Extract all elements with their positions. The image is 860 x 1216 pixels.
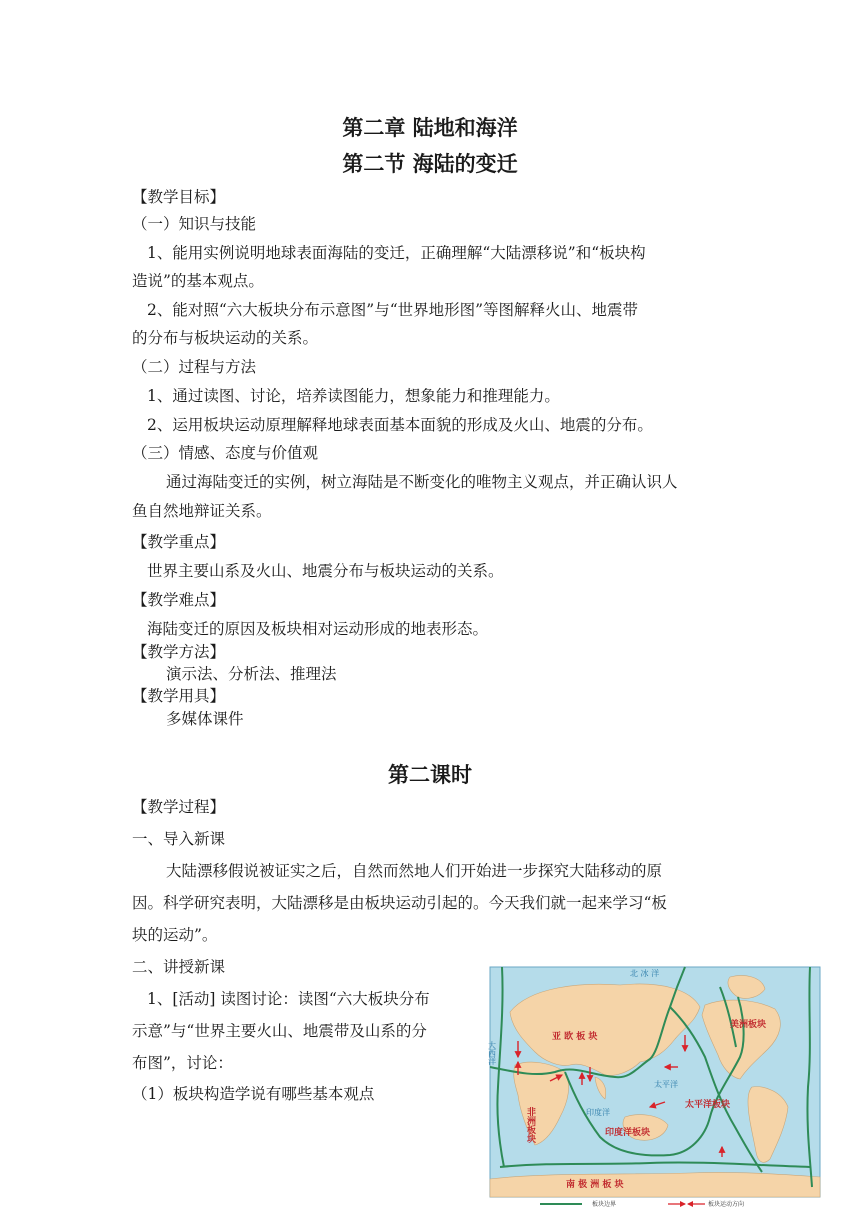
intro-line-2: 因。科学研究表明，大陆漂移是由板块运动引起的。今天我们就一起来学习“板 (132, 894, 667, 912)
key-points-text: 世界主要山系及火山、地震分布与板块运动的关系。 (147, 562, 504, 580)
label-eurasian-plate: 亚 欧 板 块 (552, 1032, 598, 1042)
objective-1-line-1: 1、能用实例说明地球表面海陆的变迁，正确理解“大陆漂移说”和“板块构 (147, 244, 646, 262)
objective-2-line-1: 2、能对照“六大板块分布示意图”与“世界地形图”等图解释火山、地震带 (147, 301, 639, 319)
methods-heading: 【教学方法】 (132, 643, 226, 661)
legend-motion-label: 板块运动方向 (708, 1201, 745, 1208)
label-pacific-ocean: 太平洋 (654, 1080, 678, 1089)
objectives-heading: 【教学目标】 (132, 188, 226, 206)
objective-4: 2、运用板块运动原理解释地球表面基本面貌的形成及火山、地震的分布。 (147, 416, 653, 434)
values-line-2: 鱼自然地辩证关系。 (132, 502, 272, 520)
section-title: 第二节 海陆的变迁 (342, 152, 518, 176)
label-antarctic-plate: 南 极 洲 板 块 (566, 1180, 624, 1190)
lesson-title: 第二课时 (388, 763, 472, 787)
label-atlantic-ocean: 大西洋 (487, 1041, 497, 1065)
label-pacific-plate: 太平洋板块 (685, 1100, 731, 1110)
plate-distribution-map (487, 967, 820, 1208)
activity-line-2: 示意”与“世界主要火山、地震带及山系的分 (132, 1022, 427, 1040)
process-heading: 【教学过程】 (132, 798, 226, 816)
map-legend (540, 1200, 744, 1208)
intro-line-3: 块的运动”。 (132, 926, 218, 944)
label-arctic-ocean: 北 冰 洋 (630, 969, 660, 978)
subheading-knowledge: （一）知识与技能 (132, 215, 257, 233)
label-indian-ocean: 印度洋 (586, 1108, 610, 1117)
label-indo-australian-plate: 印度洋板块 (605, 1128, 651, 1138)
label-african-plate: 非洲板块 (525, 1107, 535, 1143)
subheading-values: （三）情感、态度与价值观 (132, 444, 319, 462)
subheading-process: （二）过程与方法 (132, 358, 257, 376)
activity-line-1: 1、[活动] 读图讨论：读图“六大板块分布 (147, 990, 430, 1008)
objective-2-line-2: 的分布与板块运动的关系。 (132, 329, 319, 347)
label-american-plate: 美洲板块 (730, 1020, 767, 1030)
tools-heading: 【教学用具】 (132, 687, 226, 705)
difficulties-heading: 【教学难点】 (132, 591, 226, 609)
chapter-title: 第二章 陆地和海洋 (342, 116, 518, 140)
legend-boundary-label: 板块边界 (592, 1201, 617, 1208)
objective-3: 1、通过读图、讨论，培养读图能力，想象能力和推理能力。 (147, 387, 560, 405)
intro-heading: 一、导入新课 (132, 830, 226, 848)
tools-text: 多媒体课件 (166, 710, 244, 728)
difficulties-text: 海陆变迁的原因及板块相对运动形成的地表形态。 (147, 620, 489, 638)
methods-text: 演示法、分析法、推理法 (166, 665, 337, 683)
values-line-1: 通过海陆变迁的实例，树立海陆是不断变化的唯物主义观点，并正确认识人 (166, 473, 678, 491)
question-1: （1）板块构造学说有哪些基本观点 (132, 1085, 375, 1103)
objective-1-line-2: 造说”的基本观点。 (132, 272, 264, 290)
intro-line-1: 大陆漂移假说被证实之后，自然而然地人们开始进一步探究大陆移动的原 (166, 862, 663, 880)
activity-line-3: 布图”，讨论： (132, 1054, 233, 1072)
key-points-heading: 【教学重点】 (132, 533, 226, 551)
new-lesson-heading: 二、讲授新课 (132, 958, 226, 976)
